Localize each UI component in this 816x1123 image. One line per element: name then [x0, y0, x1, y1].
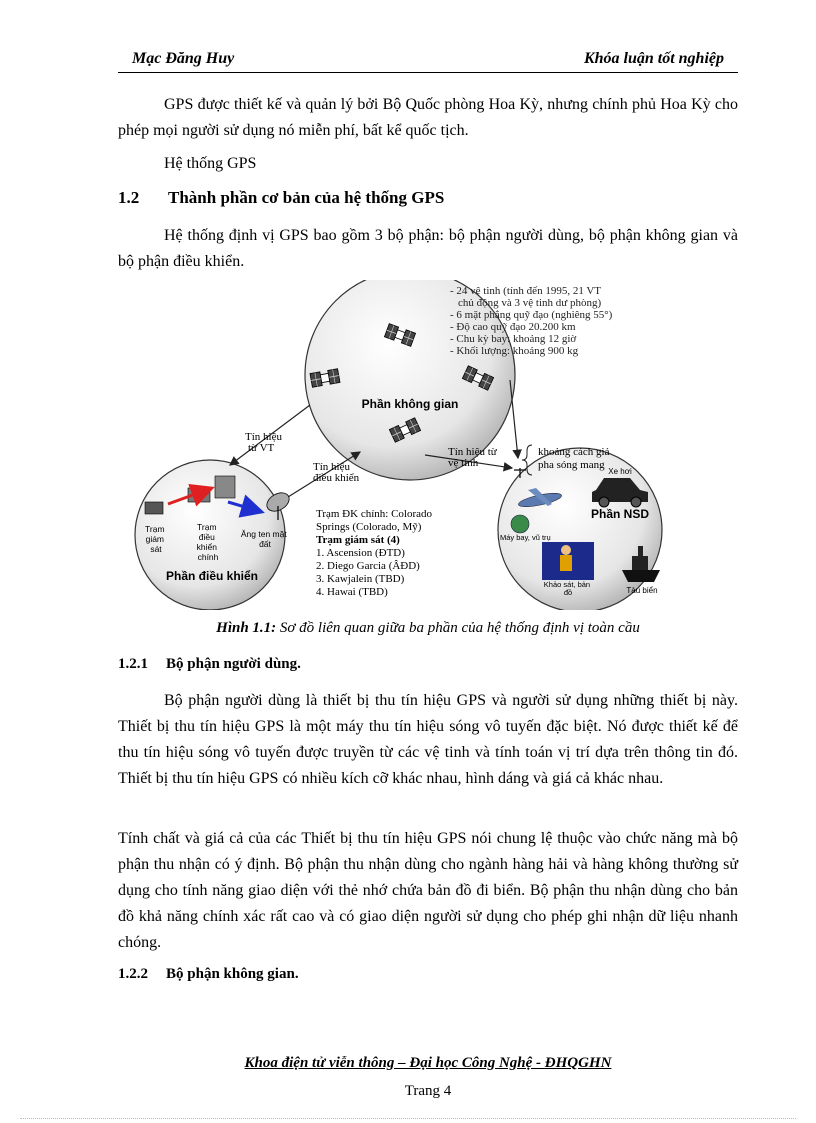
page-header	[118, 48, 738, 73]
paragraph-components: Hệ thống định vị GPS bao gồm 3 bộ phận: bộ phận người dùng, bộ phận không gian và bộ phận điều khiển.	[118, 227, 738, 270]
heading-1-2-2	[118, 966, 299, 983]
control-note: Springs (Colorado, Mỹ)	[316, 521, 422, 533]
space-segment-label: Phần không gian	[361, 397, 459, 411]
heading-title: Thành phần cơ bản của hệ thống GPS	[168, 188, 445, 207]
header-author: Mạc Đăng Huy	[132, 50, 235, 67]
distance-note: pha sóng mang	[538, 459, 605, 471]
space-note: - Chu kỳ bay: khoảng 12 giờ	[450, 333, 577, 345]
page-footer	[118, 1055, 738, 1072]
heading-1-2-1	[118, 656, 301, 673]
heading-title: Bộ phận người dùng.	[166, 656, 301, 672]
survey-label: Khảo sát, bản đồ	[543, 580, 591, 597]
heading-number: 1.2	[118, 188, 140, 207]
signal-from-sat-right-label: Tín hiệu từ	[448, 446, 497, 458]
header-doc-type: Khóa luận tốt nghiệp	[583, 50, 724, 67]
figure-caption	[118, 620, 738, 637]
paragraph-gps-system: Hệ thống GPS	[164, 155, 257, 172]
caption-label: Hình 1.1:	[216, 620, 277, 636]
car-label: Xe hơi	[608, 467, 632, 476]
heading-1-2	[118, 188, 444, 208]
space-note: - 6 mặt phẳng quỹ đạo (nghiêng 55°)	[450, 309, 613, 321]
control-note: Trạm ĐK chính: Colorado	[316, 508, 433, 520]
building-icon	[215, 476, 235, 498]
heading-number: 1.2.1	[118, 656, 148, 672]
control-note: 4. Hawai (TBD)	[316, 586, 388, 598]
gps-segments-diagram	[120, 280, 700, 610]
paragraph-user-segment: Bộ phận người dùng là thiết bị thu tín hiệu GPS và người sử dụng những thiết bị này. Thiết bị thu tín hiệu GPS là một máy thu tín hiệu sóng vô tuyến đặc biệt. Nó được thiết kế để thu tín hiệu sóng vô tuyến được truyền từ các vệ tinh và tính toán vị trí dựa trên thông tin đó. Thiết bị thu tín hiệu GPS có nhiều kích cỡ khác nhau, hình dáng và giá cả khác nhau.	[118, 692, 738, 787]
control-note: Trạm giám sát (4)	[316, 534, 400, 546]
control-note: 1. Ascension (ĐTD)	[316, 547, 405, 559]
master-station-label: Trạm điều khiển chính	[196, 522, 219, 562]
signal-from-sat-right-label: vệ tinh	[448, 457, 479, 469]
distance-note: khoảng cách giả	[538, 446, 610, 458]
space-note: - Độ cao quỹ đạo 20.200 km	[450, 321, 576, 333]
control-signal-label: Tín hiệu	[313, 461, 350, 473]
space-note: chủ động và 3 vệ tinh dư phòng)	[458, 297, 602, 309]
page-bottom-divider	[20, 1118, 796, 1119]
page-number: Trang 4	[404, 1083, 452, 1099]
signal-from-sat-label: từ VT	[248, 442, 275, 454]
caption-text: Sơ đồ liên quan giữa ba phần của hệ thống định vị toàn cầu	[276, 620, 640, 636]
control-signal-label: điều khiển	[313, 472, 360, 484]
space-note: - Khối lượng: khoảng 900 kg	[450, 345, 579, 357]
control-note: 3. Kawjalein (TBD)	[316, 573, 405, 585]
user-segment-label: Phần NSD	[590, 507, 650, 521]
signal-from-sat-label: Tín hiệu	[245, 431, 282, 443]
plane-label: Máy bay, vũ trụ	[500, 533, 551, 542]
footer-faculty: Khoa điện tử viễn thông – Đại học Công Nghệ - ĐHQGHN	[244, 1055, 612, 1071]
earth-icon	[511, 515, 529, 533]
monitor-station-icon	[145, 502, 163, 514]
control-note: 2. Diego Garcia (ÂĐD)	[316, 560, 420, 572]
heading-title: Bộ phận không gian.	[166, 966, 299, 982]
paragraph-gps-intro: GPS được thiết kế và quản lý bởi Bộ Quốc phòng Hoa Kỳ, nhưng chính phủ Hoa Kỳ cho phép mọi người sử dụng nó miễn phí, bất kể quốc tịch.	[118, 96, 738, 139]
control-segment-label: Phần điều khiển	[165, 569, 259, 583]
heading-number: 1.2.2	[118, 966, 148, 982]
ship-label: Tàu biển	[626, 586, 658, 595]
paragraph-receiver-features: Tính chất và giá cả của các Thiết bị thu tín hiệu GPS nói chung lệ thuộc vào chức năng mà bộ phận thu nhận có ý định. Bộ phận thu nhận dùng cho ngành hàng hải và hàng không thường sử dụng cho tính năng giao diện với thẻ nhớ chứa bản đồ đi biển. Bộ phận thu nhận dùng cho bản đồ khả năng chính xác rất cao và có giao diện người sử dụng cho phép ghi nhận dữ liệu nhanh chóng.	[118, 830, 738, 951]
monitor-station-label: Trạm giám sát	[145, 524, 165, 554]
space-note: - 24 vệ tinh (tính đến 1995, 21 VT	[450, 285, 602, 297]
ground-antenna-label: Ăng ten mặt đất	[240, 529, 287, 549]
surveyor-photo	[542, 542, 594, 580]
